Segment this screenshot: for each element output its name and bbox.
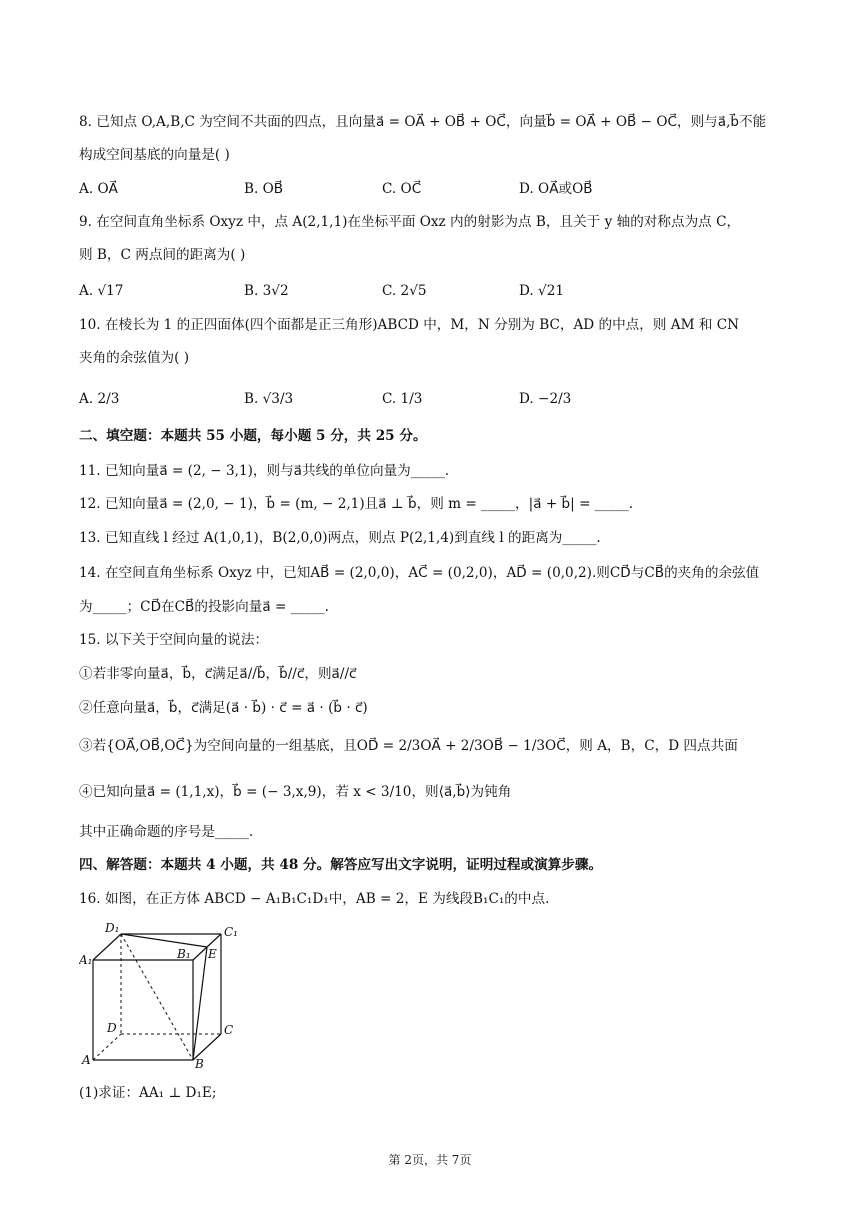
q15-statement-1: ①若非零向量a⃗，b⃗，c⃗满足a⃗//b⃗，b⃗//c⃗，则a⃗//c⃗ [79, 666, 357, 682]
q14-line1: 14. 在空间直角坐标系 Oxyz 中，已知AB⃗ = (2,0,0)，AC⃗ = (0,2,0)，AD⃗ = (0,0,2).则CD⃗与CB⃗的夹角的余弦值 [79, 565, 760, 581]
q9-option-d: D. √21 [519, 283, 565, 299]
section-4-heading: 四、解答题：本题共 4 小题，共 48 分。解答应写出文字说明，证明过程或演算步骤。 [79, 857, 603, 873]
label-d1: D₁ [105, 922, 120, 935]
label-a1: A₁ [79, 953, 93, 967]
q8-option-b: B. OB⃗ [244, 181, 284, 197]
segment-d1-e [121, 934, 207, 947]
q10-option-b: B. √3/3 [244, 391, 294, 407]
hidden-edge-a-d [93, 1034, 121, 1060]
q8-line1: 8. 已知点 O,A,B,C 为空间不共面的四点，且向量a⃗ = OA⃗ + OB⃗ + OC⃗，向量b⃗ = OA⃗ + OB⃗ − OC⃗，则与a⃗,b⃗不能 [79, 114, 767, 130]
q12: 12. 已知向量a⃗ = (2,0, − 1)，b⃗ = (m, − 2,1)且a⃗ ⊥ b⃗，则 m = _____，|a⃗ + b⃗| = _____. [79, 496, 634, 512]
q15-statement-2: ②任意向量a⃗，b⃗，c⃗满足(a⃗ · b⃗) · c⃗ = a⃗ · (b⃗ · c⃗) [79, 700, 368, 716]
q8-line2: 构成空间基底的向量是( ) [79, 147, 230, 163]
q15-intro: 15. 以下关于空间向量的说法： [79, 632, 269, 648]
q9-option-a: A. √17 [79, 283, 124, 299]
q10-line2: 夹角的余弦值为( ) [79, 350, 190, 366]
page-footer: 第 2页，共 7页 [388, 1153, 472, 1167]
q16-line1: 16. 如图，在正方体 ABCD − A₁B₁C₁D₁中，AB = 2，E 为线段B₁C₁的中点. [79, 891, 550, 907]
q10-option-d: D. −2/3 [519, 391, 572, 407]
q15-end: 其中正确命题的序号是_____. [79, 824, 254, 840]
label-b1: B₁ [177, 947, 191, 961]
section-2-heading: 二、填空题：本题共 55 小题，每小题 5 分，共 25 分。 [79, 428, 427, 444]
q8-option-c: C. OC⃗ [382, 181, 422, 197]
q10-option-a: A. 2/3 [79, 391, 120, 407]
q9-line1: 9. 在空间直角坐标系 Oxyz 中，点 A(2,1,1)在坐标平面 Oxz 内的射影为点 B，且关于 y 轴的对称点为点 C， [79, 214, 741, 230]
q14-line2: 为_____；CD⃗在CB⃗的投影向量a⃗ = _____. [79, 599, 329, 615]
cube-figure [79, 922, 249, 1072]
q16-part1: (1)求证：AA₁ ⊥ D₁E; [79, 1085, 217, 1101]
label-c1: C₁ [224, 925, 238, 939]
q13: 13. 已知直线 l 经过 A(1,0,1)，B(2,0,0)两点，则点 P(2,1,4)到直线 l 的距离为_____. [79, 530, 601, 546]
label-e: E [208, 947, 217, 961]
q8-option-a: A. OA⃗ [79, 181, 118, 197]
q9-line2: 则 B，C 两点间的距离为( ) [79, 247, 246, 263]
edge-a1-d1 [93, 934, 121, 960]
q10-option-c: C. 1/3 [382, 391, 423, 407]
label-d: D [107, 1021, 117, 1035]
q9-option-b: B. 3√2 [244, 283, 289, 299]
q15-statement-4: ④已知向量a⃗ = (1,1,x)，b⃗ = (− 3,x,9)，若 x < 3/10，则⟨a⃗,b⃗⟩为钝角 [79, 784, 512, 800]
label-a: A [82, 1053, 91, 1067]
q9-option-c: C. 2√5 [382, 283, 427, 299]
segment-b-e [193, 947, 207, 1060]
label-b: B [195, 1057, 204, 1071]
q15-statement-3: ③若{OA⃗,OB⃗,OC⃗}为空间向量的一组基底，且OD⃗ = 2/3OA⃗ + 2/3OB⃗ − 1/3OC⃗，则 A，B，C，D 四点共面 [79, 738, 738, 754]
q8-option-d: D. OA⃗或OB⃗ [519, 181, 593, 197]
q10-line1: 10. 在棱长为 1 的正四面体(四个面都是正三角形)ABCD 中，M，N 分别为 BC，AD 的中点，则 AM 和 CN [79, 317, 740, 333]
label-c: C [224, 1023, 234, 1037]
q11: 11. 已知向量a⃗ = (2, − 3,1)，则与a⃗共线的单位向量为_____. [79, 463, 450, 479]
